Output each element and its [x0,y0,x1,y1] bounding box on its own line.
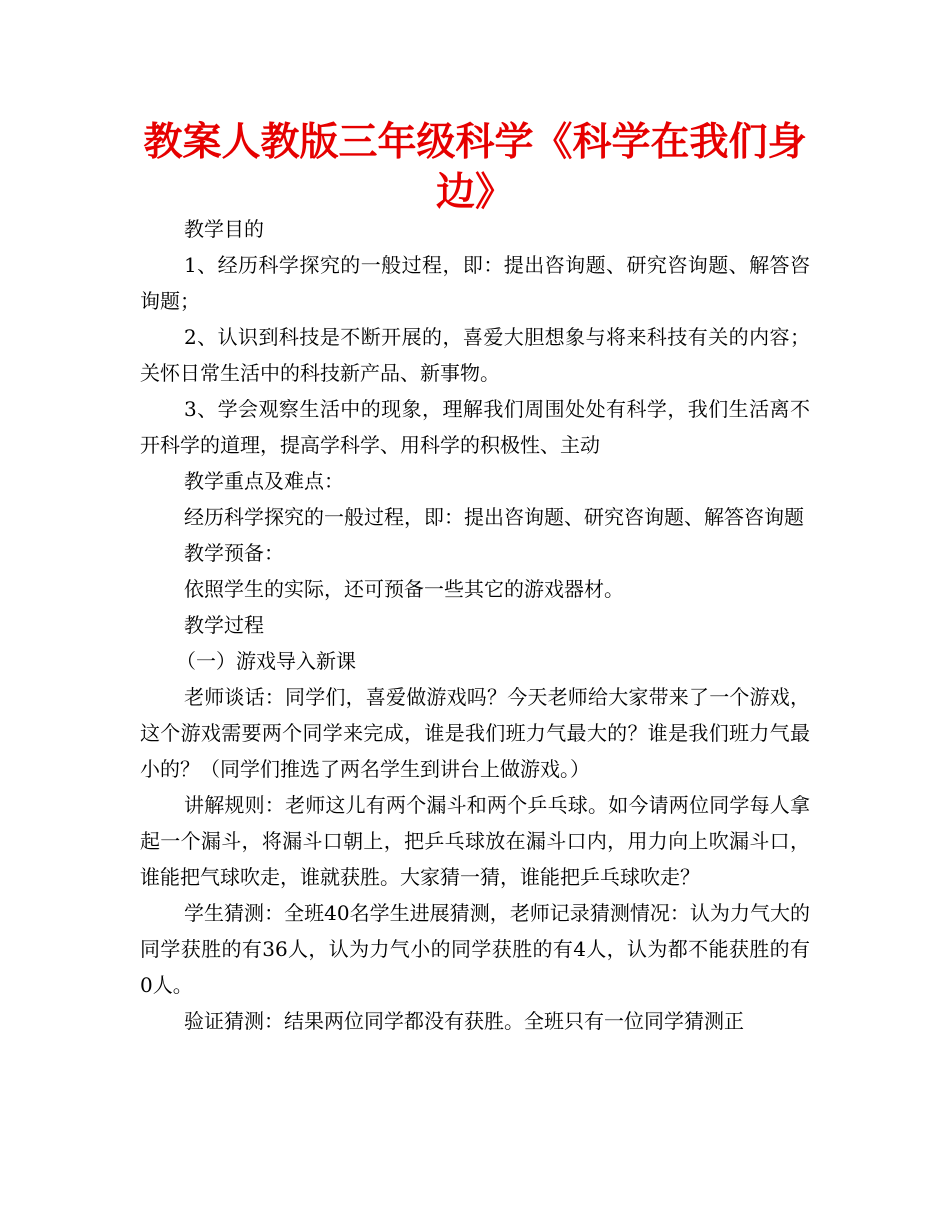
preparation-text: 依照学生的实际，还可预备一些其它的游戏器材。 [184,577,624,601]
goal-item-1: 1、经历科学探究的一般过程，即：提出咨询题、研究咨询题、解答咨询题； [140,253,810,313]
goal-item-2: 2、认识到科技是不断开展的，喜爱大胆想象与将来科技有关的内容；关怀日常生活中的科技新产品、新事物。 [140,325,810,385]
paragraph-rules: 讲解规则：老师这儿有两个漏斗和两个乒乓球。如今请两位同学每人拿起一个漏斗，将漏斗口朝上，把乒乓球放在漏斗口内，用力向上吹漏斗口，谁能把气球吹走，谁就获胜。大家猜一猜，谁能把乒乓球吹走？ [140,793,810,889]
document-body [140,211,810,1039]
heading-preparation: 教学预备： [184,541,284,565]
heading-process: 教学过程 [184,613,264,637]
heading-teaching-goals: 教学目的 [184,217,264,241]
document-title: 教案人教版三年级科学《科学在我们身边》 [143,120,807,215]
paragraph-teacher-talk: 老师谈话：同学们，喜爱做游戏吗？今天老师给大家带来了一个游戏，这个游戏需要两个同学来完成，谁是我们班力气最大的？谁是我们班力气最小的？（同学们推选了两名学生到讲台上做游戏。） [140,685,810,781]
heading-key-points: 教学重点及难点： [184,469,344,493]
paragraph-student-guess: 学生猜测：全班40名学生进展猜测，老师记录猜测情况：认为力气大的同学获胜的有36人，认为力气小的同学获胜的有4人，认为都不能获胜的有0人。 [140,901,810,997]
key-points-text: 经历科学探究的一般过程，即：提出咨询题、研究咨询题、解答咨询题 [184,505,804,529]
section-heading-game-intro: （一）游戏导入新课 [176,649,356,673]
goal-item-3: 3、学会观察生活中的现象，理解我们周围处处有科学，我们生活离不开科学的道理，提高学科学、用科学的积极性、主动 [140,397,810,457]
paragraph-verify-guess: 验证猜测：结果两位同学都没有获胜。全班只有一位同学猜测正 [184,1009,744,1033]
